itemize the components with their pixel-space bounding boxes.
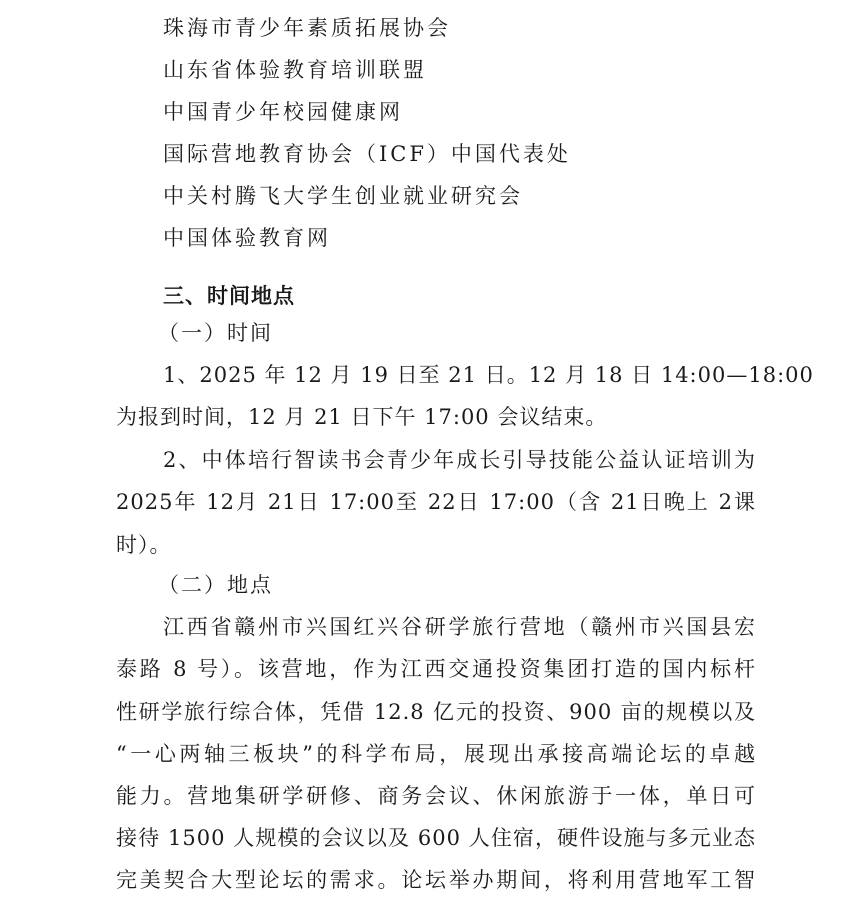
paragraph-line: 为报到时间，12 月 21 日下午 17:00 会议结束。 [116,405,608,429]
organizer-item: 珠海市青少年素质拓展协会 [163,16,451,40]
paragraph-line: 性研学旅行综合体，凭借 12.8 亿元的投资、900 亩的规模以及 [116,700,756,724]
subsection-heading-time: （一）时间 [158,321,273,345]
paragraph-line: 能力。营地集研学研修、商务会议、休闲旅游于一体，单日可 [116,784,756,808]
paragraph-line: 接待 1500 人规模的会议以及 600 人住宿，硬件设施与多元业态 [116,826,756,850]
paragraph-line: 1、2025 年 12 月 19 日至 21 日。12 月 18 日 14:00—18:00 [163,363,814,387]
organizer-item: 中关村腾飞大学生创业就业研究会 [163,184,523,208]
paragraph-line: 2、中体培行智读书会青少年成长引导技能公益认证培训为 [163,448,756,472]
paragraph-line: 2025年 12月 21日 17:00至 22日 17:00（含 21日晚上 2课 [116,490,756,514]
paragraph-line: 江西省赣州市兴国红兴谷研学旅行营地（赣州市兴国县宏 [163,615,756,639]
paragraph-line: 时）。 [116,533,172,557]
organizer-item: 中国青少年校园健康网 [163,100,403,124]
paragraph-line: 完美契合大型论坛的需求。论坛举办期间，将利用营地军工智 [116,868,756,892]
subsection-heading-location: （二）地点 [158,573,273,597]
organizer-item: 中国体验教育网 [163,226,331,250]
section-heading: 三、时间地点 [163,284,295,308]
paragraph-line: 泰路 8 号）。该营地，作为江西交通投资集团打造的国内标杆 [116,657,756,681]
paragraph-line: “一心两轴三板块”的科学布局，展现出承接高端论坛的卓越 [116,742,756,766]
organizer-item: 山东省体验教育培训联盟 [163,58,427,82]
organizer-item: 国际营地教育协会（ICF）中国代表处 [163,142,571,166]
